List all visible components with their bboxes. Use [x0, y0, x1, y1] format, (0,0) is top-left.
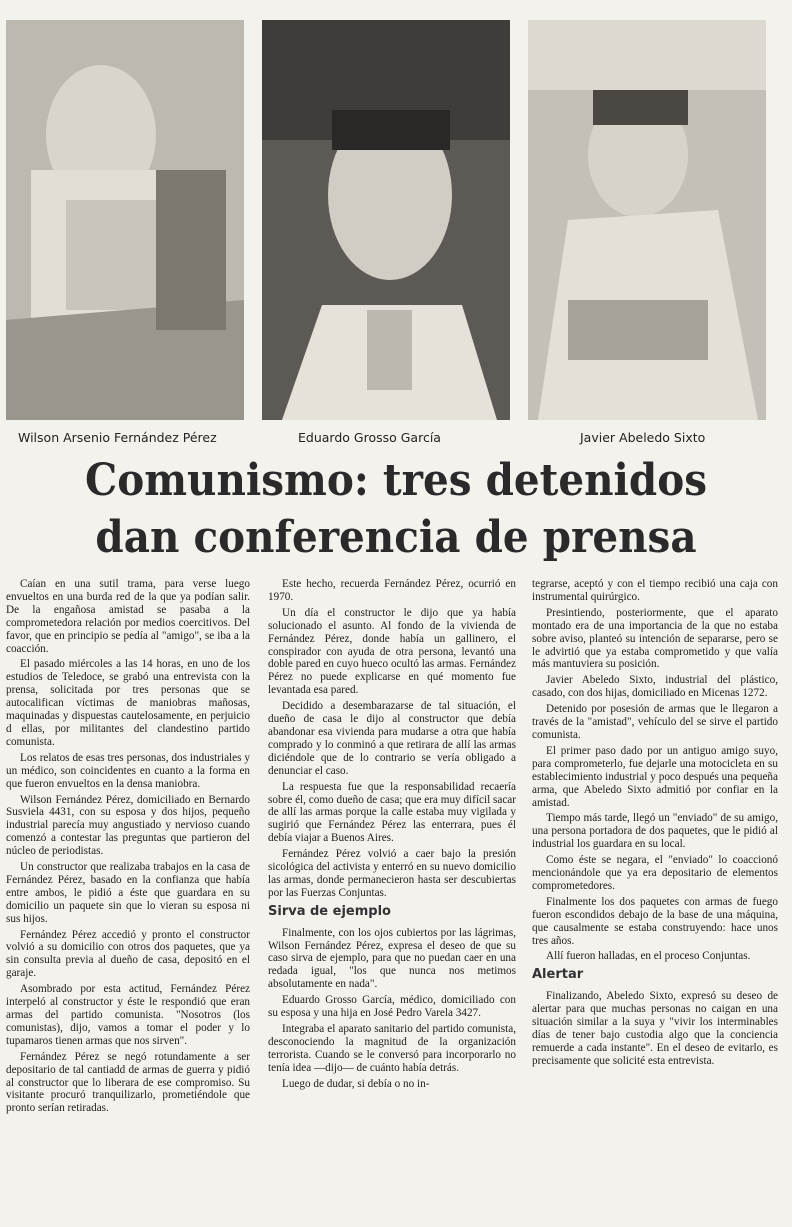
headline-line-1: Comunismo: tres detenidos	[84, 455, 708, 506]
photo-caption-1: Wilson Arsenio Fernández Pérez	[18, 430, 217, 445]
paragraph: Allí fueron halladas, en el proceso Conjuntas.	[546, 950, 751, 963]
paragraph: Los relatos de esas tres personas, dos industriales y un médico, son coincidentes en cuanto a la forma en que fueron envueltos en la densa maniobra.	[6, 751, 250, 790]
paragraph: Tiempo más tarde, llegó un "enviado" de su amigo, una persona portadora de dos paquetes, que le pidió al industrial los guardara en su local.	[532, 812, 778, 851]
paragraph: Luego de dudar, si debía o no in-	[282, 1077, 430, 1090]
portrait-image-2	[262, 20, 510, 420]
paragraph: Un día el constructor le dijo que ya había solucionado el asunto. Al fondo de la vivienda de Fernández Pérez, donde había un gallinero, el conspirador con ayuda de otra persona, levantó una doble pared en cuyo hueco ocultó las armas. Fernández Pérez no puede explicarse en qué momento fue levantada esa pared.	[268, 606, 516, 697]
article-column-3	[532, 578, 778, 1071]
paragraph: El primer paso dado por un antiguo amigo suyo, para comprometerlo, fue dejarle una motocicleta en su establecimiento industrial y poco después una pequeña arma, que Abeledo Sixto admitió por confiar en la amistad.	[532, 744, 778, 809]
paragraph: tegrarse, aceptó y con el tiempo recibió una caja con instrumental quirúrgico.	[532, 578, 778, 603]
photo-eduardo-grosso	[262, 20, 510, 420]
subheading-sirva-de-ejemplo: Sirva de ejemplo	[268, 903, 391, 919]
paragraph: Fernández Pérez accedió y pronto el constructor volvió a su domicilio con otros dos paquetes, que ya sin consulta previa al dueño de casa, depositó en el garaje.	[6, 928, 250, 980]
article-column-1	[6, 578, 250, 1118]
paragraph: Integraba el aparato sanitario del partido comunista, desconociendo la magnitud de la organización terrorista. Cuando se le conversó para incorporarlo no tenía idea —dijo— de cuánto había detrás.	[268, 1023, 516, 1074]
paragraph: Javier Abeledo Sixto, industrial del plástico, casado, con dos hijas, domiciliado en Micenas 1272.	[532, 674, 778, 700]
paragraph: El pasado miércoles a las 14 horas, en uno de los estudios de Teledoce, se grabó una entrevista con la prensa, solicitada por tres personas que se autocalifican víctimas de maniobras mañosas, maquinadas y dispuestas cautelosamente, en perjuicio d ellas, por militantes del clandestino partido comunista.	[6, 658, 250, 748]
paragraph: Fernández Pérez volvió a caer bajo la presión sicológica del activista y enterró en su nuevo domicilio las armas, donde permanecieron hasta ser descubiertas por las Fuerzas Conjuntas.	[268, 848, 516, 899]
paragraph: Como éste se negara, el "enviado" lo coaccionó mencionándole que ya era depositario de elementos comprometedores.	[532, 854, 778, 892]
paragraph: Fernández Pérez se negó rotundamente a ser depositario de tal cantiadd de armas de guerra y pidió al constructor que lo liberara de ese compromiso. Su visitante procuró tranquilizarlo, prometiéndole que pronto serían retiradas.	[6, 1050, 250, 1115]
photo-caption-2: Eduardo Grosso García	[298, 430, 441, 445]
paragraph: Caían en una sutil trama, para verse luego envueltos en una burda red de la que ya podían salir. De la engañosa amistad se pasaba a la comprometedora relación por medios coercitivos. Del favor, que en principio se pedía al "amigo", se iba a la coacción.	[6, 578, 250, 655]
photo-wilson-fernandez	[6, 20, 244, 420]
photo-javier-abeledo	[528, 20, 766, 420]
paragraph: Finalmente los dos paquetes con armas de fuego fueron escondidos debajo de la base de una máquina, que causalmente se estaba construyendo: hace unos tres años.	[532, 895, 778, 947]
headline-line-2: dan conferencia de prensa	[95, 512, 697, 563]
paragraph: Presintiendo, posteriormente, que el aparato montado era de una importancia de la que no estaba sobre aviso, planteó su intención de separarse, pero se le advirtió que ya estaba comprometido y que valía más mantuviera su posición.	[532, 606, 778, 671]
paragraph: La respuesta fue que la responsabilidad recaería sobre él, como dueño de casa; que era muy difícil sacar de allí las armas porque la calle estaba muy vigilada y sugirió que Fernández Pérez las enterrara, pues él debía viajar a Buenos Aires.	[268, 780, 516, 845]
paragraph: Asombrado por esta actitud, Fernández Pérez interpeló al constructor y éste le respondió que eran armas del partido comunista. "Nosotros (los comunistas), dijo, vamos a tomar el poder y lo tupamaros tienen armas que nos sirven".	[6, 983, 250, 1047]
article-column-2	[268, 578, 516, 1094]
portrait-image-1	[6, 20, 244, 420]
paragraph: Un constructor que realizaba trabajos en la casa de Fernández Pérez, basado en la confianza que había entre ambos, le pidió a éste que guardara en su domicilio un paquete sin que lo vieran su esposa ni sus hijos.	[6, 861, 250, 925]
paragraph: Finalizando, Abeledo Sixto, expresó su deseo de alertar para que muchas personas no caigan en una situación similar a la suya y "vivir los interminables días de tener bajo custodia algo que la conciencia remuerde a cada instante". En el deseo de evitarlo, es precisamente que solicité esta entrevista.	[532, 990, 778, 1067]
subheading-alertar: Alertar	[532, 967, 584, 983]
paragraph: Finalmente, con los ojos cubiertos por las lágrimas, Wilson Fernández Pérez, expresa el deseo de que su caso sirva de ejemplo, para que no puedan caer en una redada igual, "los que nunca nos metimos absolutamente en nada".	[268, 926, 516, 991]
paragraph: Eduardo Grosso García, médico, domiciliado con su esposa y una hija en José Pedro Varela 3427.	[268, 994, 516, 1020]
photo-caption-3: Javier Abeledo Sixto	[580, 430, 706, 445]
paragraph: Este hecho, recuerda Fernández Pérez, ocurrió en 1970.	[268, 578, 516, 603]
paragraph: Detenido por posesión de armas que le llegaron a través de la "amistad", vehículo del se sirve el partido comunista.	[532, 703, 778, 741]
portrait-image-3	[528, 20, 766, 420]
paragraph: Decidido a desembarazarse de tal situación, el dueño de casa le dijo al constructor que debía abandonar esa vivienda para mudarse a otra que había comprado y lo conminó a que retirara de allí las armas diciéndole que de lo contrario se vería obligado a denunciar el caso.	[268, 700, 516, 777]
paragraph: Wilson Fernández Pérez, domiciliado en Bernardo Susviela 4431, con su esposa y dos hijos, pequeño industrial parecía muy angustiado y nervioso cuando comenzó a contestar las preguntas que partieron del núcleo de periodistas.	[6, 793, 250, 858]
